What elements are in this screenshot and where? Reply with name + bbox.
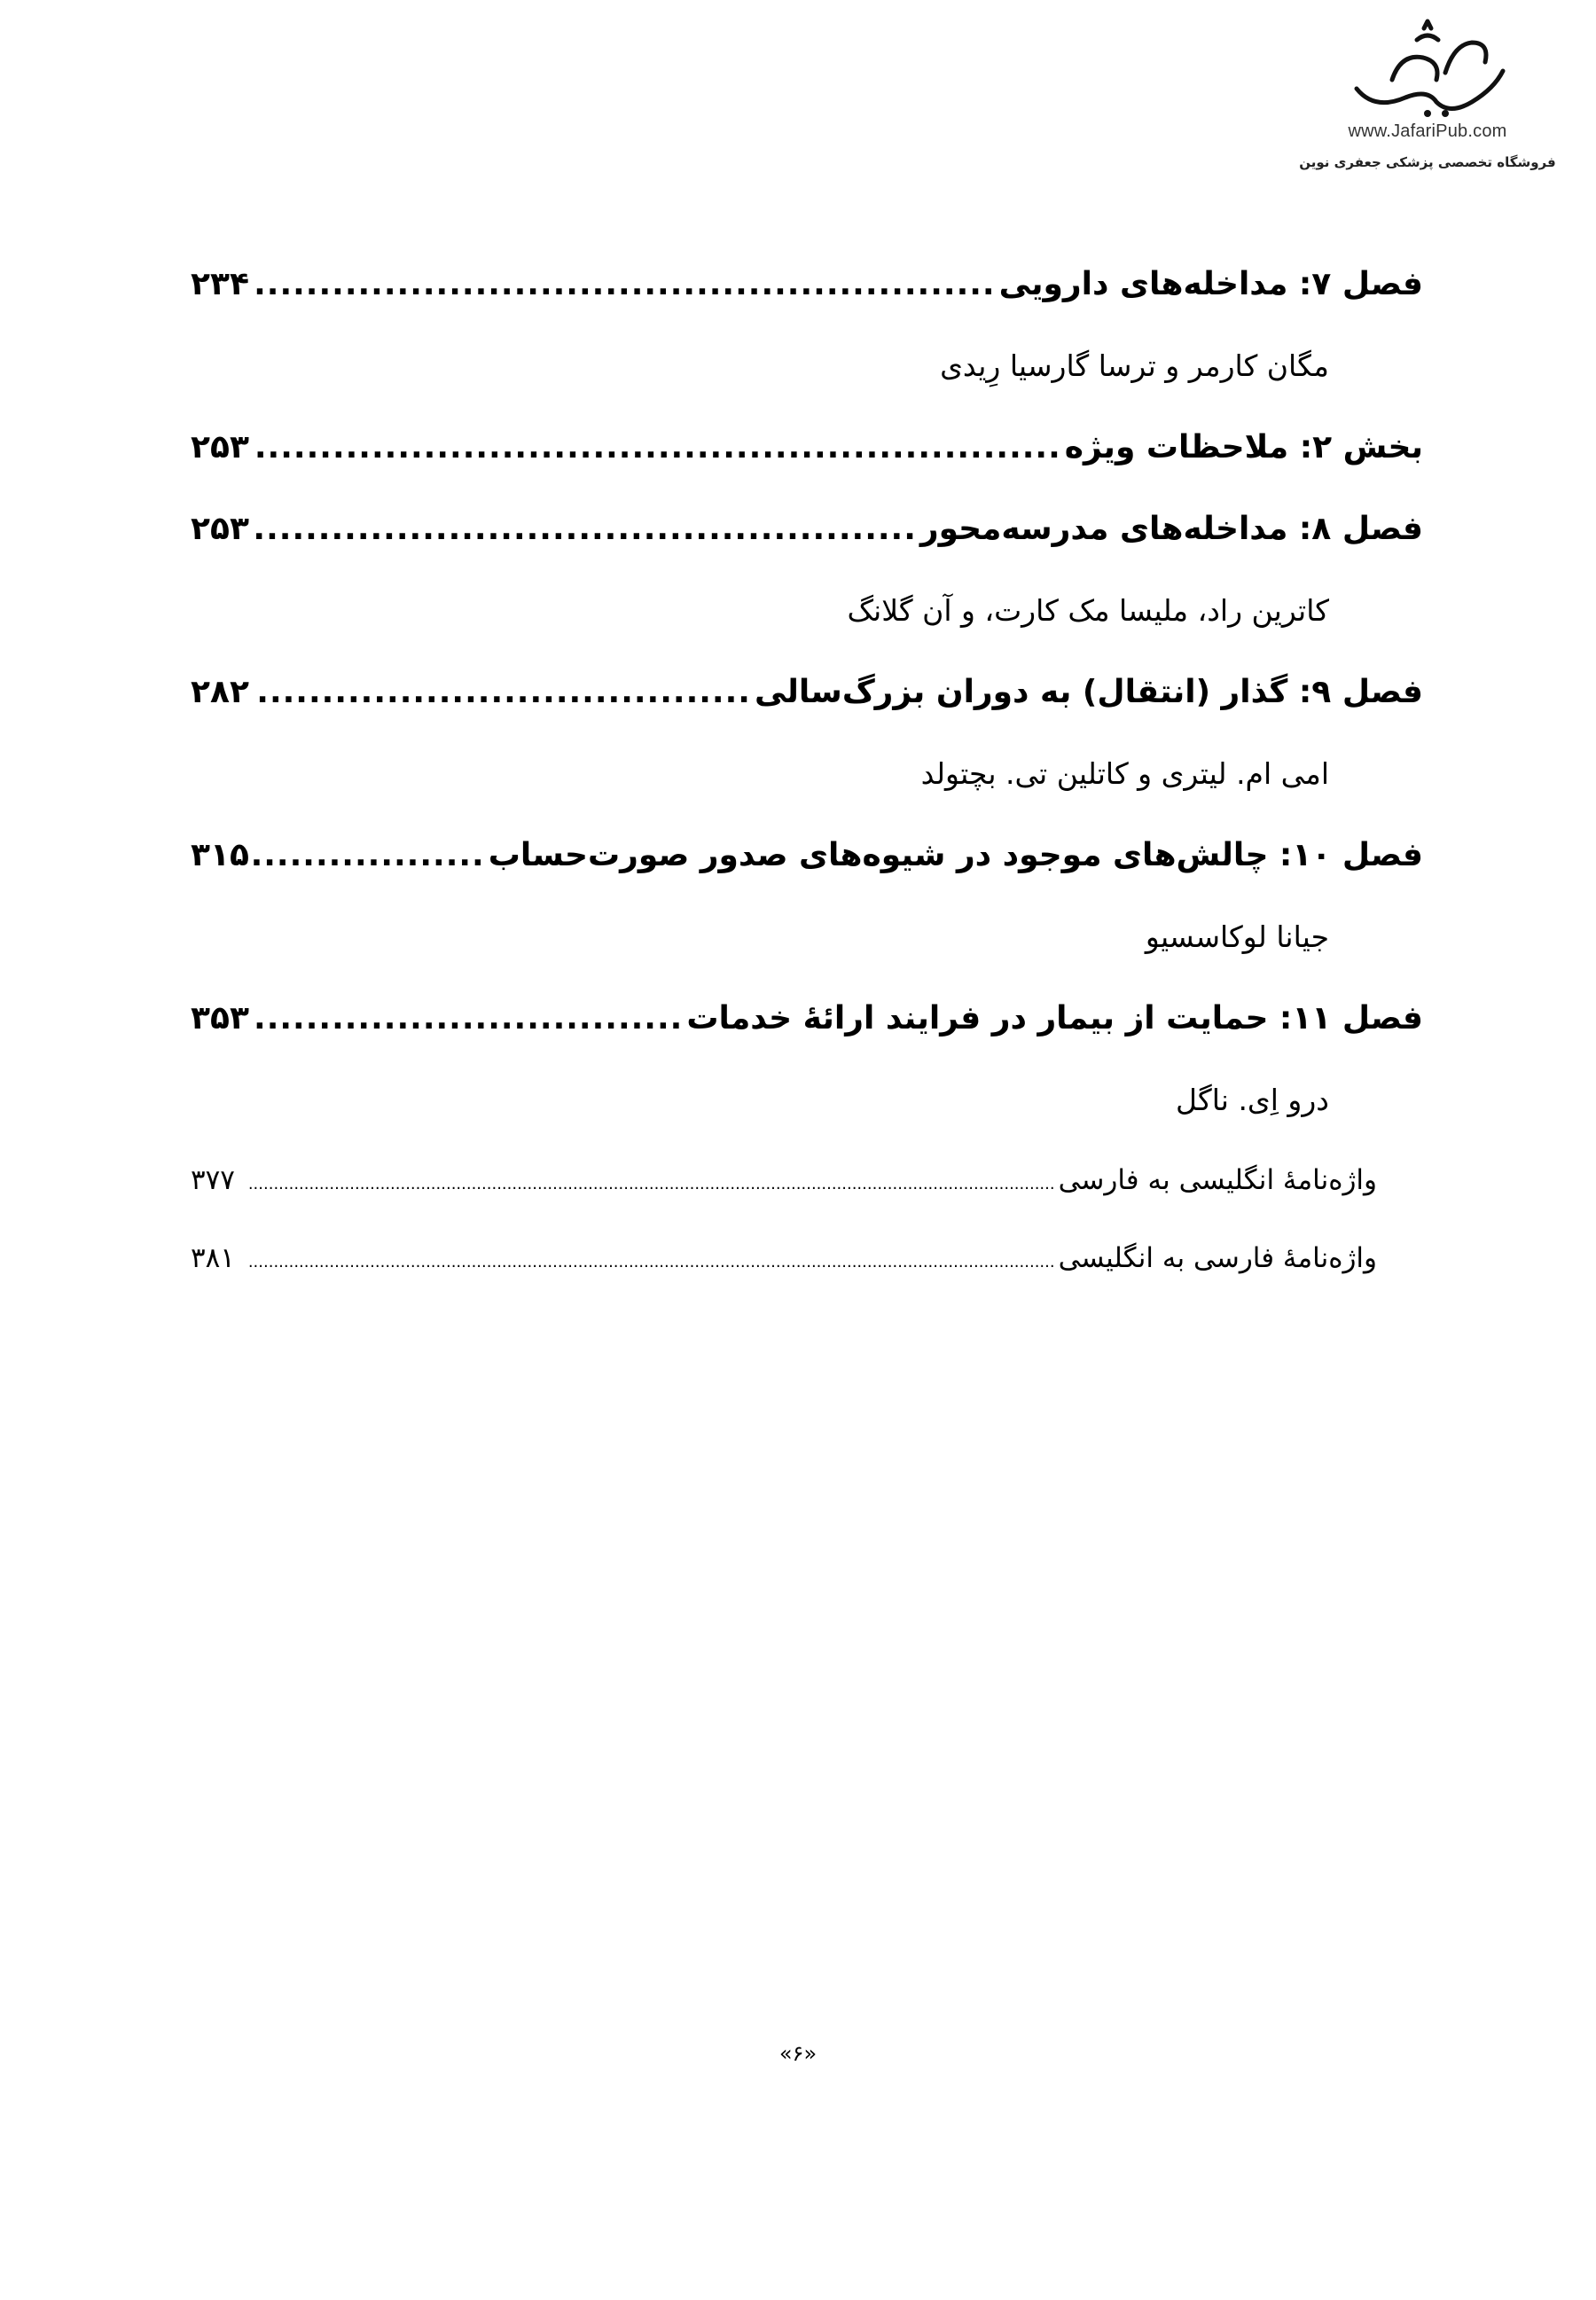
toc-part-2[interactable] [191,407,1423,489]
toc-author: مگان کارمر و ترسا گارسیا رِیدی [940,348,1329,383]
toc-chapter-7[interactable] [191,244,1423,325]
toc-entry-title: فصل ۱۱: حمایت از بیمار در فرایند ارائهٔ خدمات [686,1000,1423,1037]
dot-leader [253,815,485,896]
dot-leader [247,1146,1055,1224]
table-of-contents [191,244,1423,1297]
jafari-logo-icon [1339,18,1516,120]
toc-chapter-10[interactable] [191,815,1423,896]
toc-chapter-11[interactable] [191,978,1423,1060]
toc-page-number: ۲۸۲ [191,674,249,710]
toc-glossary-fa-en[interactable] [191,1219,1423,1297]
publisher-logo [1295,18,1561,186]
toc-page-number: ۲۵۳ [191,429,249,465]
dot-leader [253,407,1061,489]
dot-leader [253,978,683,1060]
toc-author: جیانا لوکاسسیو [1145,919,1329,954]
publisher-tagline: فروشگاه تخصصی پزشکی جعفری نوین [1299,154,1556,170]
toc-entry-title: فصل ۷: مداخله‌های دارویی [998,266,1423,302]
toc-author: درو اِی. ناگل [1176,1083,1329,1117]
toc-entry-title: بخش ۲: ملاحظات ویژه [1064,429,1423,465]
dot-leader [253,489,917,570]
toc-entry-title: فصل ۸: مداخله‌های مدرسه‌محور [919,511,1423,547]
toc-page-number: ۳۱۵ [191,837,249,873]
toc-entry-title: واژه‌نامهٔ فارسی به انگلیسی [1058,1242,1377,1274]
dot-leader [253,652,751,733]
toc-entry-title: واژه‌نامهٔ انگلیسی به فارسی [1058,1164,1377,1196]
toc-author: امی ام. لیتری و کاتلین تی. بچتولد [920,756,1329,791]
publisher-url: www.JafariPub.com [1348,121,1507,141]
dot-leader [253,244,996,325]
toc-author: کاترین راد، ملیسا مک کارت، و آن گلانگ [847,593,1329,628]
toc-page-number: ۲۵۳ [191,511,249,547]
toc-page-number: ۳۵۳ [191,1000,249,1037]
toc-entry-title: فصل ۱۰: چالش‌های موجود در شیوه‌های صدور صورت‌حساب [488,837,1423,873]
toc-page-number: ۲۳۴ [191,266,249,302]
toc-chapter-8[interactable] [191,489,1423,570]
dot-leader [247,1224,1055,1302]
toc-page-number: ۳۷۷ [191,1164,235,1196]
toc-entry-title: فصل ۹: گذار (انتقال) به دوران بزرگ‌سالی [754,674,1423,710]
page-number: «۶» [778,2041,818,2066]
toc-glossary-en-fa[interactable] [191,1141,1423,1219]
toc-page-number: ۳۸۱ [191,1242,235,1274]
toc-chapter-9[interactable] [191,652,1423,733]
